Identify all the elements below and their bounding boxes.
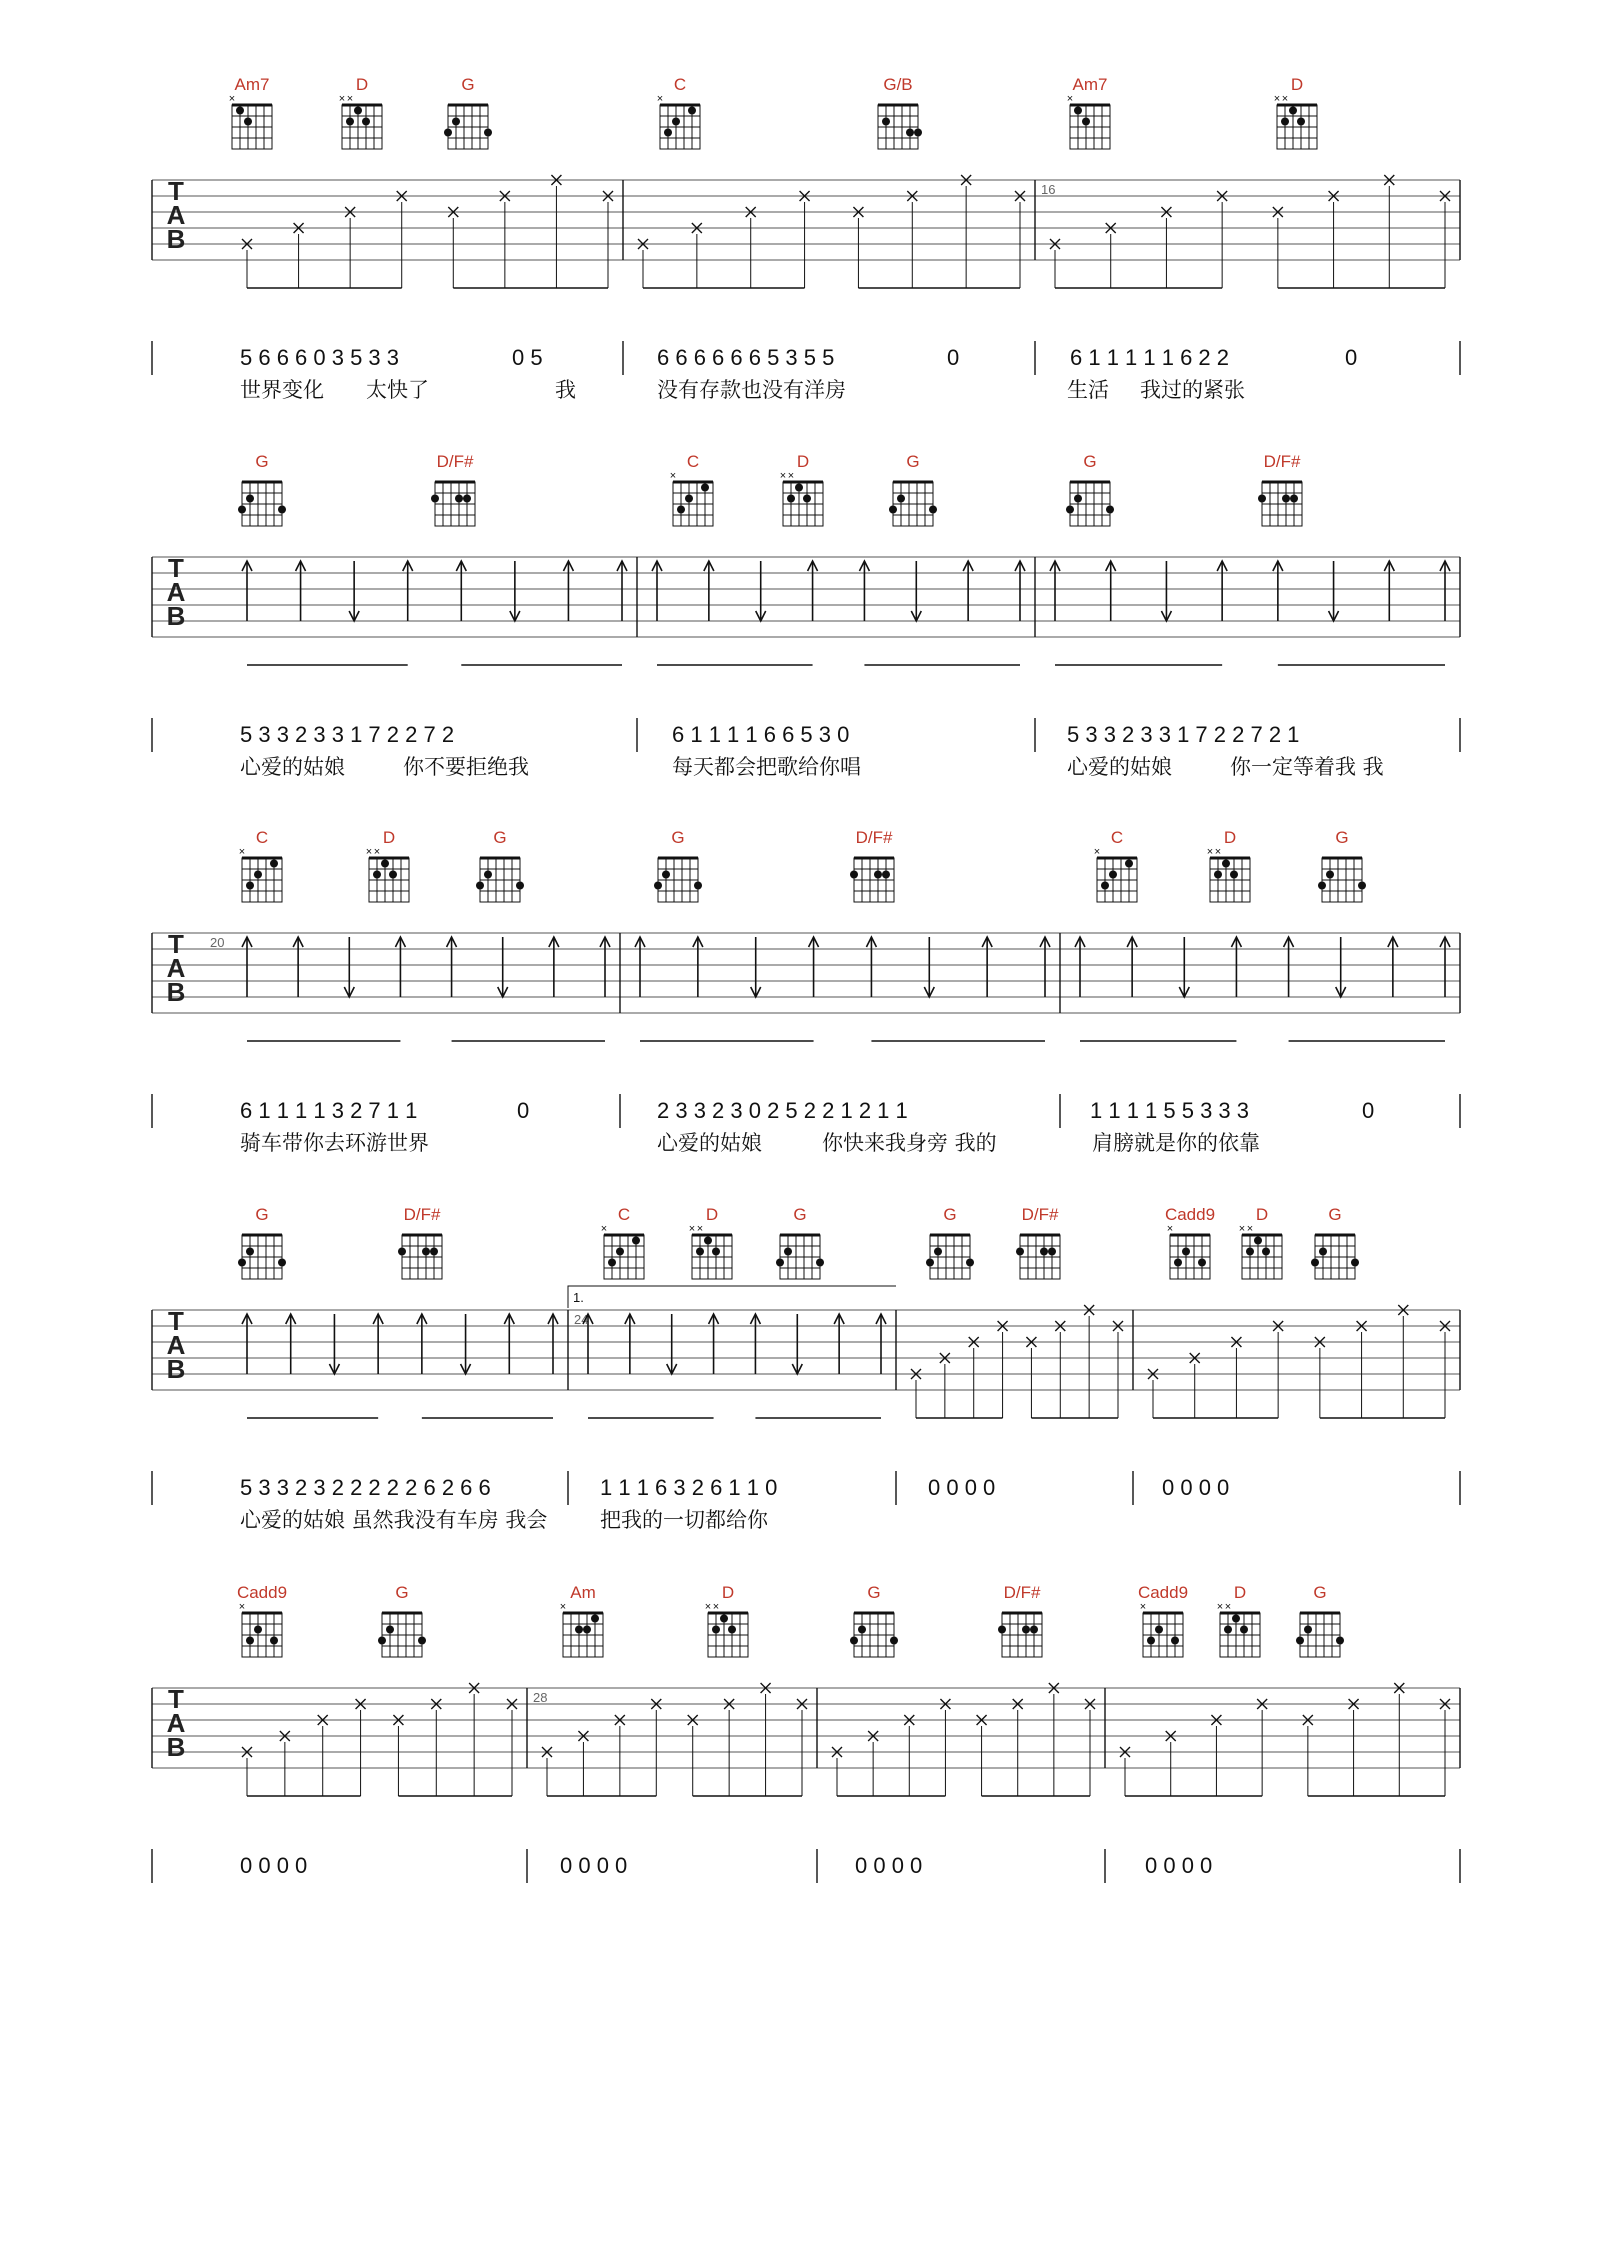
finger-dot	[244, 118, 252, 126]
finger-dot	[712, 1248, 720, 1256]
finger-dot	[1198, 1259, 1206, 1267]
muted-string-mark: ×	[688, 1223, 696, 1235]
finger-dot	[795, 484, 803, 492]
finger-dot	[386, 1626, 394, 1634]
muted-string-mark: ×	[1273, 93, 1281, 105]
chord-diagram	[237, 1583, 287, 1657]
tab-clef-letter: A	[166, 200, 186, 230]
tab-system	[152, 1583, 1460, 1883]
jianpu-notes: 0 5	[512, 345, 543, 370]
jianpu-notes: 0	[1345, 345, 1358, 370]
tab-clef-letter: T	[168, 1684, 184, 1714]
lyric-line: 肩膀就是你的依靠	[1092, 1131, 1260, 1155]
finger-dot	[246, 1248, 254, 1256]
finger-dot	[246, 495, 254, 503]
lyric-line: 太快了	[366, 378, 429, 402]
jianpu-notes: 2 3 3 2 3 0 2 5 2 2 1 2 1 1	[657, 1098, 908, 1123]
finger-dot	[1290, 495, 1298, 503]
chord-name: G	[867, 1583, 881, 1602]
chord-name: G	[395, 1583, 409, 1602]
jianpu-notes: 5 6 6 6 0 3 5 3 3	[240, 345, 400, 370]
jianpu-notes: 6 1 1 1 1 6 6 5 3 0	[672, 722, 850, 747]
chord-diagram	[878, 75, 922, 149]
chord-diagram	[1239, 1205, 1282, 1279]
finger-dot	[704, 1237, 712, 1245]
chord-diagram	[654, 828, 702, 902]
chord-diagram	[1311, 1205, 1359, 1279]
muted-string-mark: ×	[1093, 846, 1101, 858]
chord-name: G/B	[883, 75, 913, 94]
chord-diagram	[378, 1583, 426, 1657]
chord-diagram	[238, 1205, 286, 1279]
tab-clef-letter: T	[168, 553, 184, 583]
muted-string-mark: ×	[1238, 1223, 1246, 1235]
chord-diagram	[339, 75, 382, 149]
chord-name: G	[255, 452, 269, 471]
finger-dot	[381, 860, 389, 868]
jianpu-notes: 0	[1362, 1098, 1375, 1123]
chord-diagram	[476, 828, 524, 902]
chord-diagram	[889, 452, 937, 526]
finger-dot	[1101, 882, 1109, 890]
finger-dot	[1174, 1259, 1182, 1267]
jianpu-notes: 5 3 3 2 3 2 2 2 2 2 6 2 6 6	[240, 1475, 491, 1500]
finger-dot	[1016, 1248, 1024, 1256]
finger-dot	[1258, 495, 1266, 503]
finger-dot	[874, 871, 882, 879]
muted-string-mark: ×	[712, 1601, 720, 1613]
chord-name: D/F#	[403, 1205, 441, 1224]
chord-name: Am7	[1072, 75, 1108, 94]
finger-dot	[1289, 107, 1297, 115]
chord-name: Cadd9	[1137, 1583, 1189, 1602]
finger-dot	[1040, 1248, 1048, 1256]
chord-name: Cadd9	[236, 1583, 288, 1602]
finger-dot	[1074, 495, 1082, 503]
finger-dot	[1336, 1637, 1344, 1645]
chord-diagram	[670, 452, 713, 526]
systems	[152, 75, 1460, 1883]
muted-string-mark: ×	[1206, 846, 1214, 858]
finger-dot	[362, 118, 370, 126]
muted-string-mark: ×	[238, 846, 246, 858]
chord-name: C	[686, 452, 700, 471]
chord-name: Am7	[234, 75, 270, 94]
chord-diagram	[1217, 1583, 1260, 1657]
finger-dot	[858, 1626, 866, 1634]
chord-name: G	[1328, 1205, 1342, 1224]
chord-diagram	[1066, 452, 1114, 526]
finger-dot	[1311, 1259, 1319, 1267]
chord-name: G	[1083, 452, 1097, 471]
finger-dot	[238, 1259, 246, 1267]
finger-dot	[278, 506, 286, 514]
finger-dot	[246, 1637, 254, 1645]
finger-dot	[270, 1637, 278, 1645]
finger-dot	[662, 871, 670, 879]
finger-dot	[728, 1626, 736, 1634]
finger-dot	[1351, 1259, 1359, 1267]
muted-string-mark: ×	[1216, 1601, 1224, 1613]
muted-string-mark: ×	[559, 1601, 567, 1613]
finger-dot	[278, 1259, 286, 1267]
chord-name: D	[1290, 75, 1304, 94]
tab-clef-letter: A	[166, 1330, 186, 1360]
finger-dot	[1224, 1626, 1232, 1634]
jianpu-notes: 5 3 3 2 3 3 1 7 2 2 7 2 1	[1067, 722, 1300, 747]
jianpu-notes: 0 0 0 0	[855, 1853, 923, 1878]
chord-diagram	[689, 1205, 732, 1279]
jianpu-notes: 1 1 1 6 3 2 6 1 1 0	[600, 1475, 778, 1500]
finger-dot	[1109, 871, 1117, 879]
finger-dot	[816, 1259, 824, 1267]
chord-name: G	[493, 828, 507, 847]
muted-string-mark: ×	[779, 470, 787, 482]
finger-dot	[591, 1615, 599, 1623]
chord-name: D/F#	[855, 828, 893, 847]
finger-dot	[803, 495, 811, 503]
muted-string-mark: ×	[1224, 1601, 1232, 1613]
finger-dot	[712, 1626, 720, 1634]
finger-dot	[701, 484, 709, 492]
tab-system	[152, 828, 1460, 1155]
chord-diagram	[1016, 1205, 1060, 1279]
finger-dot	[889, 506, 897, 514]
finger-dot	[677, 506, 685, 514]
lyric-line: 世界变化	[240, 378, 324, 402]
finger-dot	[575, 1626, 583, 1634]
finger-dot	[238, 506, 246, 514]
tab-system	[152, 1205, 1460, 1532]
finger-dot	[1297, 118, 1305, 126]
finger-dot	[1171, 1637, 1179, 1645]
lyric-line: 你一定等着我 我	[1230, 755, 1384, 779]
muted-string-mark: ×	[338, 93, 346, 105]
chord-name: G	[1313, 1583, 1327, 1602]
tab-clef-letter: B	[166, 224, 186, 254]
finger-dot	[1262, 1248, 1270, 1256]
lyric-line: 骑车带你去环游世界	[240, 1131, 429, 1155]
chord-diagram	[444, 75, 492, 149]
jianpu-notes: 0 0 0 0	[928, 1475, 996, 1500]
tab-clef-letter: T	[168, 176, 184, 206]
finger-dot	[484, 129, 492, 137]
chord-diagram	[238, 452, 286, 526]
muted-string-mark: ×	[1139, 1601, 1147, 1613]
tab-clef-letter: B	[166, 977, 186, 1007]
finger-dot	[787, 495, 795, 503]
finger-dot	[1326, 871, 1334, 879]
lyric-line: 我过的紧张	[1140, 378, 1245, 402]
finger-dot	[906, 129, 914, 137]
chord-diagram	[657, 75, 700, 149]
lyric-line: 心爱的姑娘	[657, 1131, 762, 1155]
chord-diagram	[1207, 828, 1250, 902]
tab-clef-letter: A	[166, 1708, 186, 1738]
finger-dot	[236, 107, 244, 115]
finger-dot	[1246, 1248, 1254, 1256]
chord-name: D	[1233, 1583, 1247, 1602]
chord-name: Am	[570, 1583, 596, 1602]
chord-name: C	[1110, 828, 1124, 847]
measure-number: 16	[1041, 182, 1056, 197]
muted-string-mark: ×	[228, 93, 236, 105]
chord-name: D/F#	[436, 452, 474, 471]
tab-clef-letter: T	[168, 929, 184, 959]
chord-diagram	[780, 452, 823, 526]
finger-dot	[430, 1248, 438, 1256]
finger-dot	[897, 495, 905, 503]
tab-clef-letter: B	[166, 1732, 186, 1762]
finger-dot	[476, 882, 484, 890]
chord-diagram	[850, 828, 894, 902]
jianpu-notes: 0	[517, 1098, 530, 1123]
jianpu-notes: 0 0 0 0	[1145, 1853, 1213, 1878]
finger-dot	[720, 1615, 728, 1623]
finger-dot	[1066, 506, 1074, 514]
volta-bracket	[568, 1286, 896, 1308]
finger-dot	[1074, 107, 1082, 115]
chord-diagram	[850, 1583, 898, 1657]
finger-dot	[688, 107, 696, 115]
finger-dot	[1304, 1626, 1312, 1634]
lyric-line: 你不要拒绝我	[403, 755, 529, 779]
finger-dot	[1147, 1637, 1155, 1645]
chord-name: D	[721, 1583, 735, 1602]
muted-string-mark: ×	[1281, 93, 1289, 105]
muted-string-mark: ×	[669, 470, 677, 482]
finger-dot	[1106, 506, 1114, 514]
finger-dot	[1214, 871, 1222, 879]
chord-diagram	[229, 75, 272, 149]
finger-dot	[685, 495, 693, 503]
finger-dot	[1082, 118, 1090, 126]
measure-number: 24	[574, 1312, 589, 1327]
finger-dot	[1155, 1626, 1163, 1634]
chord-diagram	[1258, 452, 1302, 526]
finger-dot	[431, 495, 439, 503]
muted-string-mark: ×	[238, 1601, 246, 1613]
finger-dot	[1358, 882, 1366, 890]
finger-dot	[254, 871, 262, 879]
chord-diagram	[366, 828, 409, 902]
jianpu-notes: 0	[947, 345, 960, 370]
tab-clef-letter: T	[168, 1306, 184, 1336]
finger-dot	[1281, 118, 1289, 126]
muted-string-mark: ×	[1214, 846, 1222, 858]
finger-dot	[389, 871, 397, 879]
jianpu-notes: 0 0 0 0	[560, 1853, 628, 1878]
finger-dot	[654, 882, 662, 890]
finger-dot	[1240, 1626, 1248, 1634]
finger-dot	[346, 118, 354, 126]
finger-dot	[246, 882, 254, 890]
finger-dot	[1318, 882, 1326, 890]
finger-dot	[1030, 1626, 1038, 1634]
muted-string-mark: ×	[365, 846, 373, 858]
muted-string-mark: ×	[696, 1223, 704, 1235]
chord-name: G	[461, 75, 475, 94]
chord-name: G	[906, 452, 920, 471]
chord-name: D/F#	[1021, 1205, 1059, 1224]
jianpu-notes: 5 3 3 2 3 3 1 7 2 2 7 2	[240, 722, 455, 747]
finger-dot	[696, 1248, 704, 1256]
chord-name: Cadd9	[1164, 1205, 1216, 1224]
jianpu-notes: 6 1 1 1 1 3 2 7 1 1	[240, 1098, 418, 1123]
finger-dot	[463, 495, 471, 503]
tab-clef-letter: A	[166, 953, 186, 983]
chord-diagram	[1318, 828, 1366, 902]
finger-dot	[418, 1637, 426, 1645]
tab-system	[152, 452, 1460, 779]
chord-name: G	[1335, 828, 1349, 847]
finger-dot	[1254, 1237, 1262, 1245]
chord-diagram	[1296, 1583, 1344, 1657]
measure-number: 28	[533, 1690, 548, 1705]
finger-dot	[608, 1259, 616, 1267]
volta-label: 1.	[573, 1290, 584, 1305]
lyric-line: 你快来我身旁 我的	[822, 1131, 997, 1155]
chord-diagram	[1067, 75, 1110, 149]
chord-name: C	[673, 75, 687, 94]
finger-dot	[914, 129, 922, 137]
chord-name: D/F#	[1003, 1583, 1041, 1602]
muted-string-mark: ×	[787, 470, 795, 482]
finger-dot	[1230, 871, 1238, 879]
muted-string-mark: ×	[373, 846, 381, 858]
finger-dot	[270, 860, 278, 868]
chord-diagram	[998, 1583, 1042, 1657]
chord-diagram	[1274, 75, 1317, 149]
finger-dot	[1319, 1248, 1327, 1256]
lyric-line: 把我的一切都给你	[600, 1508, 768, 1532]
chord-name: D	[796, 452, 810, 471]
chord-diagram	[398, 1205, 442, 1279]
finger-dot	[664, 129, 672, 137]
chord-name: G	[671, 828, 685, 847]
chord-diagram	[1094, 828, 1137, 902]
chord-name: D	[1255, 1205, 1269, 1224]
muted-string-mark: ×	[1246, 1223, 1254, 1235]
lyric-line: 每天都会把歌给你唱	[672, 755, 861, 779]
finger-dot	[926, 1259, 934, 1267]
finger-dot	[672, 118, 680, 126]
finger-dot	[516, 882, 524, 890]
chord-diagram	[705, 1583, 748, 1657]
chord-name: D	[1223, 828, 1237, 847]
finger-dot	[632, 1237, 640, 1245]
muted-string-mark: ×	[600, 1223, 608, 1235]
tab-clef-letter: A	[166, 577, 186, 607]
muted-string-mark: ×	[656, 93, 664, 105]
finger-dot	[455, 495, 463, 503]
chord-name: D	[355, 75, 369, 94]
chord-name: G	[793, 1205, 807, 1224]
finger-dot	[784, 1248, 792, 1256]
lyric-line: 生活	[1067, 378, 1109, 402]
finger-dot	[929, 506, 937, 514]
finger-dot	[882, 118, 890, 126]
finger-dot	[422, 1248, 430, 1256]
chord-name: D/F#	[1263, 452, 1301, 471]
muted-string-mark: ×	[346, 93, 354, 105]
finger-dot	[373, 871, 381, 879]
chord-name: C	[617, 1205, 631, 1224]
finger-dot	[1125, 860, 1133, 868]
measure-number: 20	[210, 935, 225, 950]
finger-dot	[882, 871, 890, 879]
jianpu-notes: 6 1 1 1 1 1 6 2 2	[1070, 345, 1230, 370]
jianpu-notes: 0 0 0 0	[240, 1853, 308, 1878]
finger-dot	[1222, 860, 1230, 868]
finger-dot	[398, 1248, 406, 1256]
finger-dot	[378, 1637, 386, 1645]
chord-diagram	[776, 1205, 824, 1279]
chord-diagram	[431, 452, 475, 526]
finger-dot	[444, 129, 452, 137]
tab-system	[152, 75, 1460, 402]
muted-string-mark: ×	[1166, 1223, 1174, 1235]
finger-dot	[616, 1248, 624, 1256]
chord-name: D	[705, 1205, 719, 1224]
finger-dot	[1182, 1248, 1190, 1256]
tab-clef-letter: B	[166, 601, 186, 631]
finger-dot	[998, 1626, 1006, 1634]
lyric-line: 心爱的姑娘	[1067, 755, 1172, 779]
chord-name: G	[255, 1205, 269, 1224]
chord-name: D	[382, 828, 396, 847]
finger-dot	[966, 1259, 974, 1267]
chord-diagram	[1165, 1205, 1215, 1279]
lyric-line: 心爱的姑娘	[240, 755, 345, 779]
muted-string-mark: ×	[704, 1601, 712, 1613]
chord-diagram	[601, 1205, 644, 1279]
chord-diagram	[239, 828, 282, 902]
lyric-line: 心爱的姑娘 虽然我没有车房 我会	[240, 1508, 548, 1532]
finger-dot	[694, 882, 702, 890]
jianpu-notes: 6 6 6 6 6 6 5 3 5 5	[657, 345, 835, 370]
chord-name: C	[255, 828, 269, 847]
chord-diagram	[1138, 1583, 1188, 1657]
lyric-line: 我	[555, 378, 576, 402]
finger-dot	[1022, 1626, 1030, 1634]
finger-dot	[583, 1626, 591, 1634]
chord-diagram	[926, 1205, 974, 1279]
finger-dot	[254, 1626, 262, 1634]
tab-clef-letter: B	[166, 1354, 186, 1384]
chord-diagram	[560, 1583, 603, 1657]
finger-dot	[1048, 1248, 1056, 1256]
finger-dot	[934, 1248, 942, 1256]
finger-dot	[1232, 1615, 1240, 1623]
chord-name: G	[943, 1205, 957, 1224]
finger-dot	[452, 118, 460, 126]
muted-string-mark: ×	[1066, 93, 1074, 105]
finger-dot	[1282, 495, 1290, 503]
jianpu-notes: 1 1 1 1 5 5 3 3 3	[1090, 1098, 1250, 1123]
finger-dot	[354, 107, 362, 115]
finger-dot	[1296, 1637, 1304, 1645]
finger-dot	[850, 871, 858, 879]
jianpu-notes: 0 0 0 0	[1162, 1475, 1230, 1500]
finger-dot	[484, 871, 492, 879]
finger-dot	[850, 1637, 858, 1645]
lyric-line: 没有存款也没有洋房	[657, 378, 846, 402]
finger-dot	[776, 1259, 784, 1267]
finger-dot	[890, 1637, 898, 1645]
